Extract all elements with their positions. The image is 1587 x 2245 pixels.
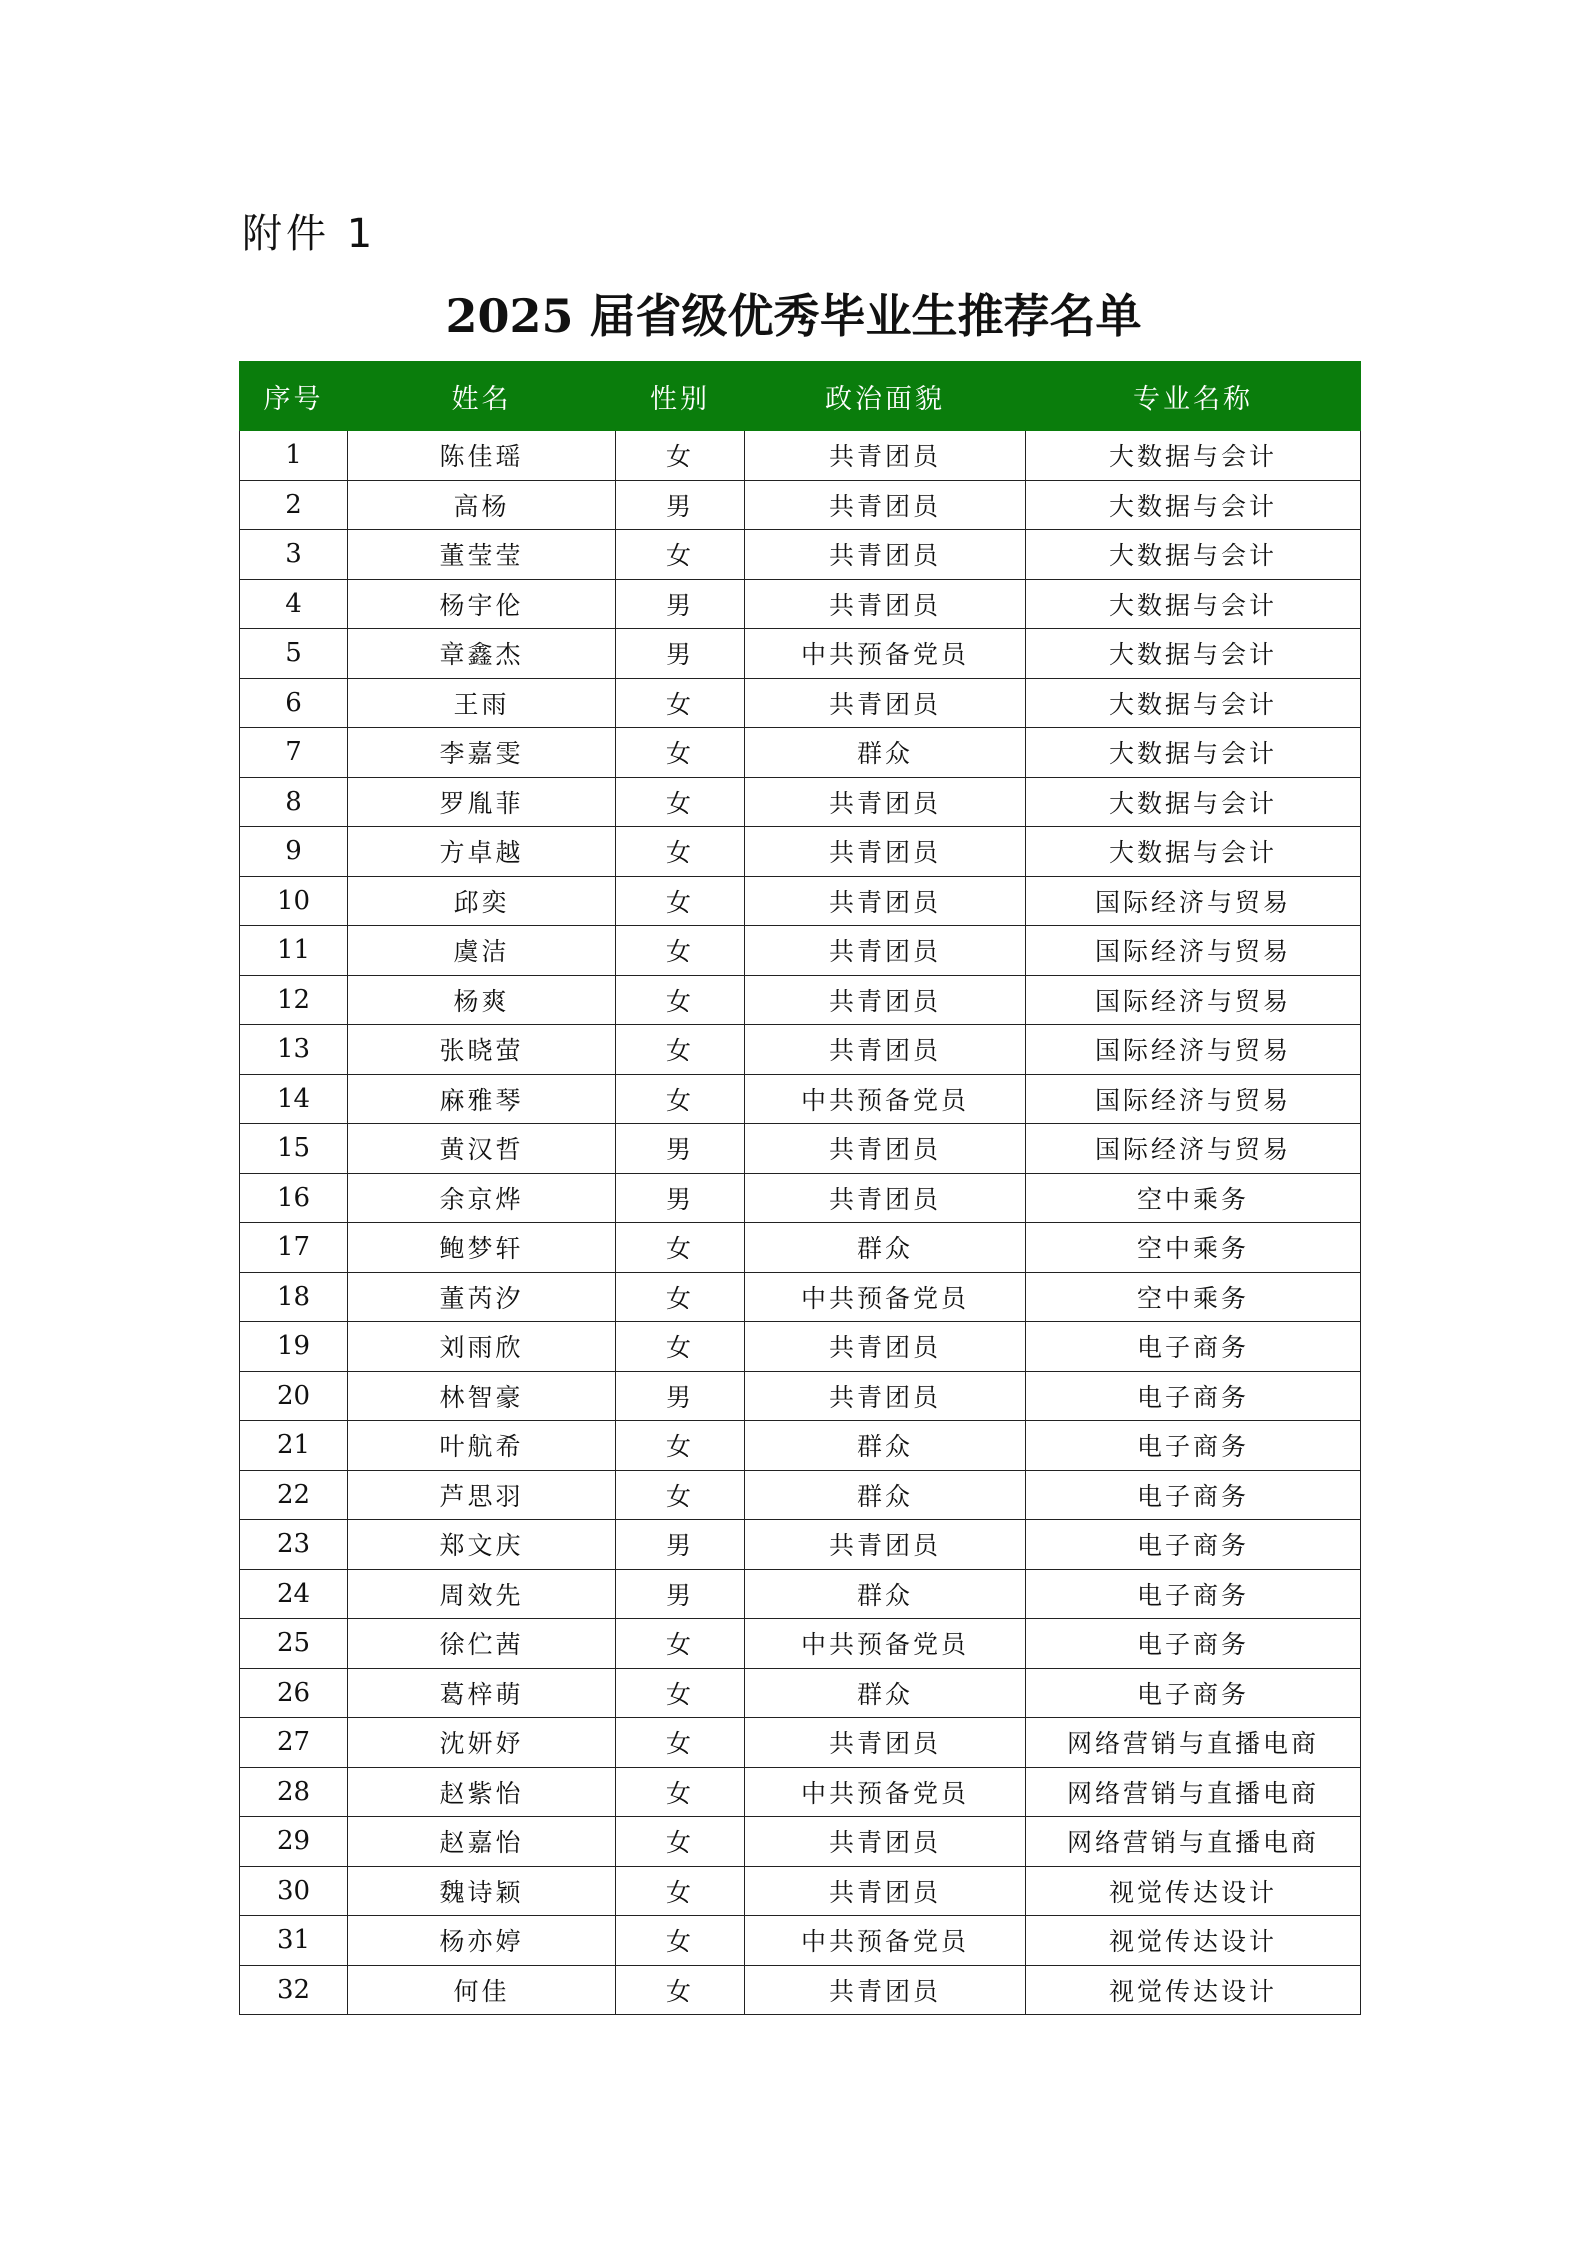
cell-name: 魏诗颖	[348, 1866, 616, 1916]
attachment-label: 附件 1	[242, 211, 377, 257]
table-row	[240, 629, 1361, 679]
table-row	[240, 876, 1361, 926]
cell-major: 视觉传达设计	[1026, 1866, 1361, 1916]
cell-major: 网络营销与直播电商	[1026, 1718, 1361, 1768]
table-row	[240, 1718, 1361, 1768]
table-row	[240, 1965, 1361, 2015]
cell-political-status: 共青团员	[745, 1173, 1026, 1223]
cell-name: 芦思羽	[348, 1470, 616, 1520]
cell-gender: 女	[616, 1619, 745, 1669]
cell-major: 大数据与会计	[1026, 579, 1361, 629]
cell-gender: 女	[616, 1470, 745, 1520]
cell-index: 22	[240, 1470, 348, 1520]
cell-index: 12	[240, 975, 348, 1025]
cell-index: 10	[240, 876, 348, 926]
cell-major: 网络营销与直播电商	[1026, 1817, 1361, 1867]
cell-name: 余京烨	[348, 1173, 616, 1223]
cell-gender: 女	[616, 975, 745, 1025]
cell-political-status: 共青团员	[745, 1322, 1026, 1372]
cell-major: 大数据与会计	[1026, 827, 1361, 877]
cell-name: 章鑫杰	[348, 629, 616, 679]
cell-major: 电子商务	[1026, 1322, 1361, 1372]
cell-index: 14	[240, 1074, 348, 1124]
cell-political-status: 共青团员	[745, 678, 1026, 728]
cell-political-status: 中共预备党员	[745, 1074, 1026, 1124]
table-row	[240, 1470, 1361, 1520]
cell-index: 25	[240, 1619, 348, 1669]
cell-name: 林智豪	[348, 1371, 616, 1421]
cell-name: 何佳	[348, 1965, 616, 2015]
cell-index: 6	[240, 678, 348, 728]
table-row	[240, 1421, 1361, 1471]
table-row	[240, 1074, 1361, 1124]
cell-major: 电子商务	[1026, 1421, 1361, 1471]
cell-gender: 女	[616, 1025, 745, 1075]
cell-gender: 女	[616, 1718, 745, 1768]
cell-major: 国际经济与贸易	[1026, 876, 1361, 926]
cell-index: 1	[240, 431, 348, 481]
cell-index: 27	[240, 1718, 348, 1768]
cell-gender: 女	[616, 1421, 745, 1471]
header-name: 姓名	[348, 362, 616, 431]
cell-name: 虞洁	[348, 926, 616, 976]
cell-name: 李嘉雯	[348, 728, 616, 778]
cell-gender: 男	[616, 579, 745, 629]
cell-gender: 女	[616, 530, 745, 580]
cell-political-status: 共青团员	[745, 530, 1026, 580]
cell-major: 电子商务	[1026, 1668, 1361, 1718]
cell-major: 视觉传达设计	[1026, 1916, 1361, 1966]
cell-name: 高杨	[348, 480, 616, 530]
graduate-roster-table	[239, 361, 1361, 2015]
cell-name: 葛梓萌	[348, 1668, 616, 1718]
header-political-status: 政治面貌	[745, 362, 1026, 431]
cell-political-status: 共青团员	[745, 827, 1026, 877]
cell-name: 郑文庆	[348, 1520, 616, 1570]
cell-name: 王雨	[348, 678, 616, 728]
cell-index: 31	[240, 1916, 348, 1966]
cell-gender: 男	[616, 480, 745, 530]
table-row	[240, 1272, 1361, 1322]
cell-political-status: 共青团员	[745, 926, 1026, 976]
cell-political-status: 群众	[745, 1668, 1026, 1718]
table-row	[240, 1173, 1361, 1223]
cell-political-status: 中共预备党员	[745, 1619, 1026, 1669]
cell-major: 国际经济与贸易	[1026, 1124, 1361, 1174]
cell-index: 8	[240, 777, 348, 827]
table-row	[240, 827, 1361, 877]
table-row	[240, 1520, 1361, 1570]
cell-gender: 男	[616, 1173, 745, 1223]
header-major: 专业名称	[1026, 362, 1361, 431]
cell-name: 沈妍妤	[348, 1718, 616, 1768]
cell-name: 赵嘉怡	[348, 1817, 616, 1867]
cell-index: 4	[240, 579, 348, 629]
cell-political-status: 共青团员	[745, 1371, 1026, 1421]
cell-gender: 女	[616, 1074, 745, 1124]
cell-index: 21	[240, 1421, 348, 1471]
cell-political-status: 共青团员	[745, 975, 1026, 1025]
cell-major: 大数据与会计	[1026, 480, 1361, 530]
cell-name: 赵紫怡	[348, 1767, 616, 1817]
cell-name: 方卓越	[348, 827, 616, 877]
cell-name: 周效先	[348, 1569, 616, 1619]
cell-major: 电子商务	[1026, 1520, 1361, 1570]
table-body	[240, 431, 1361, 2015]
cell-gender: 女	[616, 1223, 745, 1273]
cell-index: 3	[240, 530, 348, 580]
cell-political-status: 中共预备党员	[745, 1767, 1026, 1817]
cell-name: 黄汉哲	[348, 1124, 616, 1174]
cell-major: 网络营销与直播电商	[1026, 1767, 1361, 1817]
table-row	[240, 480, 1361, 530]
cell-major: 国际经济与贸易	[1026, 1074, 1361, 1124]
cell-index: 7	[240, 728, 348, 778]
cell-index: 18	[240, 1272, 348, 1322]
cell-gender: 女	[616, 431, 745, 481]
cell-political-status: 群众	[745, 1569, 1026, 1619]
cell-index: 19	[240, 1322, 348, 1372]
table-row	[240, 1025, 1361, 1075]
cell-index: 11	[240, 926, 348, 976]
cell-gender: 女	[616, 1866, 745, 1916]
table-row	[240, 1124, 1361, 1174]
cell-political-status: 共青团员	[745, 777, 1026, 827]
cell-political-status: 共青团员	[745, 431, 1026, 481]
cell-political-status: 共青团员	[745, 876, 1026, 926]
table-row	[240, 1916, 1361, 1966]
cell-major: 空中乘务	[1026, 1272, 1361, 1322]
cell-name: 杨亦婷	[348, 1916, 616, 1966]
cell-index: 29	[240, 1817, 348, 1867]
table-row	[240, 579, 1361, 629]
cell-political-status: 群众	[745, 1223, 1026, 1273]
cell-name: 董芮汐	[348, 1272, 616, 1322]
cell-name: 杨爽	[348, 975, 616, 1025]
table-row	[240, 1322, 1361, 1372]
cell-major: 大数据与会计	[1026, 777, 1361, 827]
table-row	[240, 431, 1361, 481]
table-row	[240, 1371, 1361, 1421]
cell-political-status: 中共预备党员	[745, 1272, 1026, 1322]
cell-political-status: 共青团员	[745, 1520, 1026, 1570]
cell-index: 5	[240, 629, 348, 679]
table-row	[240, 728, 1361, 778]
cell-index: 28	[240, 1767, 348, 1817]
cell-gender: 女	[616, 678, 745, 728]
cell-gender: 女	[616, 1965, 745, 2015]
cell-political-status: 共青团员	[745, 1718, 1026, 1768]
table-header-row	[240, 362, 1361, 431]
cell-political-status: 共青团员	[745, 1866, 1026, 1916]
table-row	[240, 1668, 1361, 1718]
cell-gender: 女	[616, 1322, 745, 1372]
cell-gender: 女	[616, 728, 745, 778]
cell-name: 邱奕	[348, 876, 616, 926]
cell-index: 24	[240, 1569, 348, 1619]
cell-major: 电子商务	[1026, 1470, 1361, 1520]
cell-major: 空中乘务	[1026, 1223, 1361, 1273]
cell-gender: 女	[616, 1668, 745, 1718]
cell-index: 9	[240, 827, 348, 877]
cell-political-status: 中共预备党员	[745, 1916, 1026, 1966]
cell-gender: 女	[616, 926, 745, 976]
cell-major: 空中乘务	[1026, 1173, 1361, 1223]
cell-gender: 女	[616, 1817, 745, 1867]
cell-gender: 女	[616, 827, 745, 877]
cell-major: 电子商务	[1026, 1619, 1361, 1669]
table-row	[240, 1223, 1361, 1273]
cell-name: 徐伫茜	[348, 1619, 616, 1669]
cell-index: 30	[240, 1866, 348, 1916]
cell-index: 17	[240, 1223, 348, 1273]
cell-index: 16	[240, 1173, 348, 1223]
cell-political-status: 共青团员	[745, 480, 1026, 530]
cell-major: 国际经济与贸易	[1026, 926, 1361, 976]
table-row	[240, 1767, 1361, 1817]
cell-index: 15	[240, 1124, 348, 1174]
cell-political-status: 中共预备党员	[745, 629, 1026, 679]
table-row	[240, 678, 1361, 728]
cell-gender: 女	[616, 1916, 745, 1966]
cell-gender: 男	[616, 1371, 745, 1421]
cell-political-status: 共青团员	[745, 579, 1026, 629]
cell-gender: 男	[616, 1520, 745, 1570]
cell-index: 20	[240, 1371, 348, 1421]
cell-gender: 男	[616, 1569, 745, 1619]
cell-major: 电子商务	[1026, 1371, 1361, 1421]
cell-name: 杨宇伦	[348, 579, 616, 629]
cell-political-status: 群众	[745, 728, 1026, 778]
cell-major: 大数据与会计	[1026, 629, 1361, 679]
cell-major: 国际经济与贸易	[1026, 975, 1361, 1025]
cell-gender: 女	[616, 777, 745, 827]
table-row	[240, 1866, 1361, 1916]
table-row	[240, 1569, 1361, 1619]
table-row	[240, 1817, 1361, 1867]
cell-major: 视觉传达设计	[1026, 1965, 1361, 2015]
cell-name: 陈佳瑶	[348, 431, 616, 481]
table-row	[240, 975, 1361, 1025]
cell-political-status: 共青团员	[745, 1965, 1026, 2015]
table-row	[240, 777, 1361, 827]
cell-political-status: 共青团员	[745, 1124, 1026, 1174]
cell-name: 麻雅琴	[348, 1074, 616, 1124]
cell-name: 刘雨欣	[348, 1322, 616, 1372]
document-title: 2025 届省级优秀毕业生推荐名单	[445, 289, 1142, 343]
cell-political-status: 群众	[745, 1470, 1026, 1520]
cell-major: 大数据与会计	[1026, 431, 1361, 481]
cell-name: 叶航希	[348, 1421, 616, 1471]
cell-index: 32	[240, 1965, 348, 2015]
header-gender: 性别	[616, 362, 745, 431]
cell-political-status: 群众	[745, 1421, 1026, 1471]
cell-index: 2	[240, 480, 348, 530]
cell-major: 电子商务	[1026, 1569, 1361, 1619]
cell-political-status: 共青团员	[745, 1817, 1026, 1867]
header-index: 序号	[240, 362, 348, 431]
cell-gender: 男	[616, 1124, 745, 1174]
cell-name: 鲍梦轩	[348, 1223, 616, 1273]
cell-gender: 女	[616, 1767, 745, 1817]
cell-index: 23	[240, 1520, 348, 1570]
cell-gender: 男	[616, 629, 745, 679]
cell-gender: 女	[616, 1272, 745, 1322]
cell-index: 26	[240, 1668, 348, 1718]
cell-major: 大数据与会计	[1026, 728, 1361, 778]
table-row	[240, 926, 1361, 976]
cell-gender: 女	[616, 876, 745, 926]
cell-name: 罗胤菲	[348, 777, 616, 827]
cell-major: 国际经济与贸易	[1026, 1025, 1361, 1075]
cell-major: 大数据与会计	[1026, 678, 1361, 728]
cell-major: 大数据与会计	[1026, 530, 1361, 580]
cell-name: 董莹莹	[348, 530, 616, 580]
table-row	[240, 1619, 1361, 1669]
cell-name: 张晓萤	[348, 1025, 616, 1075]
cell-political-status: 共青团员	[745, 1025, 1026, 1075]
table-row	[240, 530, 1361, 580]
cell-index: 13	[240, 1025, 348, 1075]
